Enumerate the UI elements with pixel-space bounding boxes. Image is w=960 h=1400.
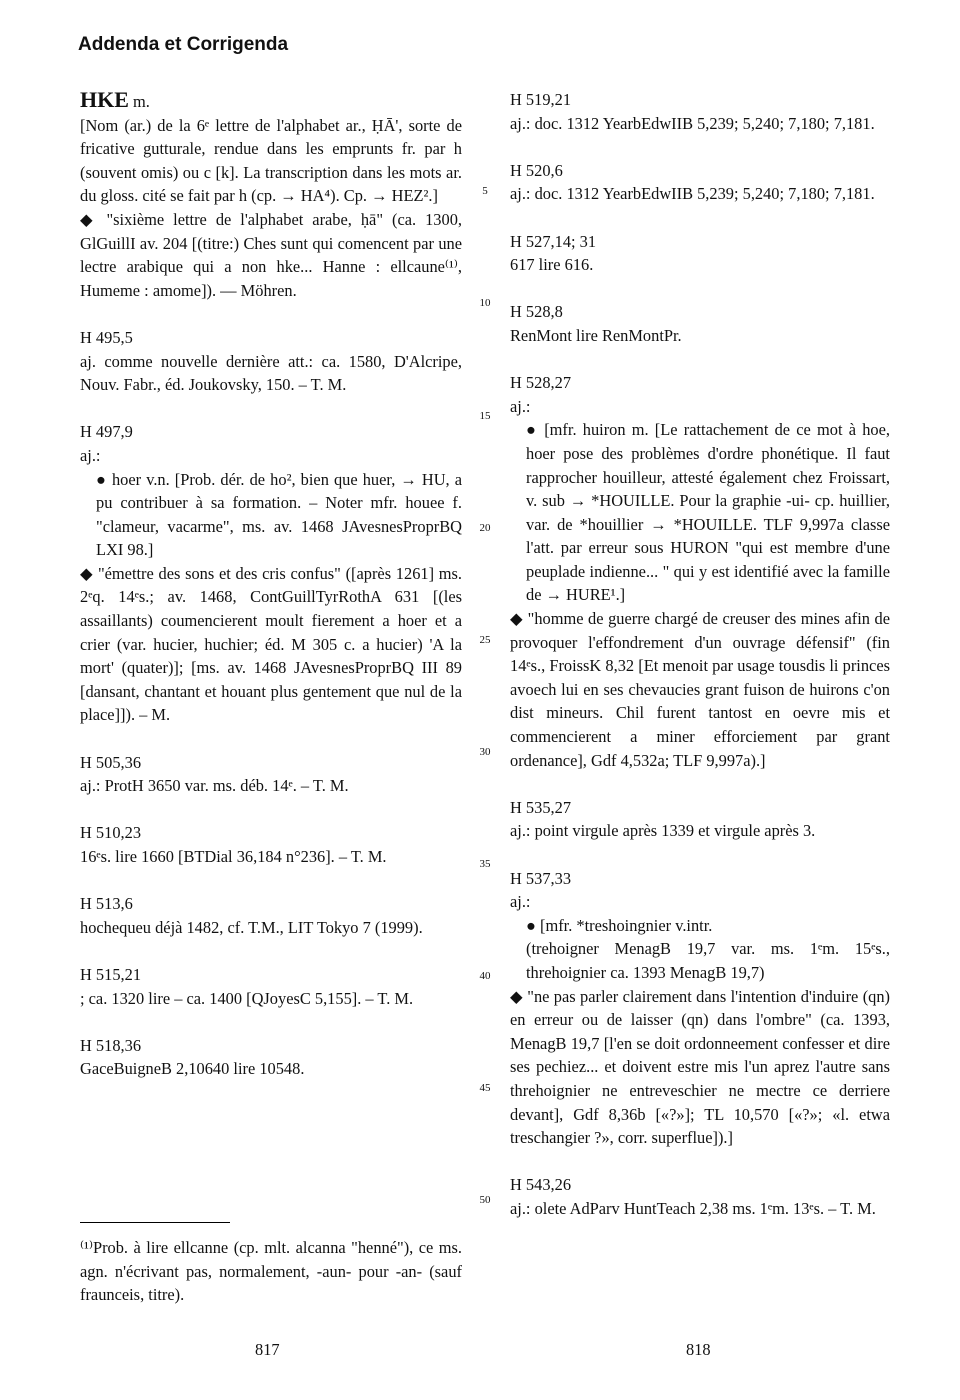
- text-h543: aj.: olete AdParv HuntTeach 2,38 ms. 1ᵉm. 13ᵉs. – T. M.: [510, 1198, 876, 1218]
- ref-h513: H 513,6: [80, 894, 133, 914]
- footnote: ⁽¹⁾Prob. à lire ellcanne (cp. mlt. alcanna "henné"), ce ms. agn. n'écrivant pas, normalement, -aun- pour -an- (sauf fraunceis, titre).: [80, 1238, 462, 1305]
- ref-h535: H 535,27: [510, 797, 572, 817]
- text-h515: ; ca. 1320 lire – ca. 1400 [QJoyesC 5,155]. – T. M.: [80, 988, 414, 1008]
- ref-h518: H 518,36: [80, 1035, 142, 1055]
- text-h528a: RenMont lire RenMontPr.: [510, 325, 682, 345]
- entry-hoer-head: ● hoer v.n. [Prob. dér. de ho², bien que huer, → HU, a pu contribuer à sa formation. – Noter mfr. houee f. "clameur, vacarme", ms. av. 1468 JAvesnesProprBQ LXI 98.]: [96, 469, 462, 560]
- line-number: 40: [479, 970, 491, 982]
- text-h535: aj.: point virgule après 1339 et virgule après 3.: [510, 821, 816, 841]
- ref-h528b: H 528,27: [510, 373, 572, 393]
- ref-h528a: H 528,8: [510, 302, 563, 322]
- ref-h519: H 519,21: [510, 90, 572, 109]
- text-h513: hochequeu déjà 1482, cf. T.M., LIT Tokyo 7 (1999).: [80, 917, 423, 937]
- footnote-rule: [80, 1222, 230, 1223]
- aj-h497: aj.:: [80, 445, 101, 465]
- line-number: 45: [479, 1082, 491, 1094]
- page-number-right: 818: [686, 1340, 711, 1359]
- ref-h520: H 520,6: [510, 160, 563, 180]
- gender-label: m.: [128, 92, 150, 111]
- ref-h537: H 537,33: [510, 868, 572, 888]
- headword-hke: HKE: [80, 87, 129, 112]
- ref-h505: H 505,36: [80, 752, 142, 772]
- right-column: [510, 88, 890, 1221]
- text-h510: 16ᵉs. lire 1660 [BTDial 36,184 n°236]. – T. M.: [80, 847, 387, 866]
- ref-h527: H 527,14; 31: [510, 231, 597, 251]
- line-number: 30: [479, 746, 491, 758]
- entry-huiron-def: ◆ "homme de guerre chargé de creuser des mines afin de provoquer l'effondrement d'un ouvrage défensif" (fin 14ᵉs., FroissK 8,32 [Et menoit par usage tousdis li princes avoech lui en ses chevaucies grant fuison de huirons c'on dist mineurs. Chil furent tantost en oevre mis et commencierent a miner efforciement par grant ordenance], Gdf 4,532a; TLF 9,997a).]: [510, 609, 890, 770]
- ref-h497: H 497,9: [80, 422, 133, 442]
- ref-h495: H 495,5: [80, 327, 133, 347]
- text-h518: GaceBuigneB 2,10640 lire 10548.: [80, 1059, 305, 1079]
- definition-hke: ◆ "sixième lettre de l'alphabet arabe, ḥā" (ca. 1300, GlGuillI av. 204 [(titre:) Ches sunt qui comencent par une lectre arabique qui a non hke... Hanne : ellcaune⁽¹⁾, Humeme : amome]). — Möhren.: [80, 209, 462, 300]
- line-number: 15: [479, 410, 491, 422]
- running-header: Addenda et Corrigenda: [78, 34, 289, 55]
- entry-treshoingnier-var: (trehoigner MenagB 19,7 var. ms. 1ᵉm. 15ᵉs., threhoignier ca. 1393 MenagB 19,7): [526, 939, 890, 982]
- line-number: 20: [479, 522, 491, 534]
- etymology-hke: [Nom (ar.) de la 6ᵉ lettre de l'alphabet ar., ḤĀ', sorte de fricative gutturale, rendue dans les emprunts fr. par h (souvent omis) ou c [k]. La transcription dans les mots ar. du gloss. cité se fait par h (cp. → HA⁴). Cp. → HEZ².]: [80, 115, 462, 206]
- line-number: 5: [482, 185, 488, 197]
- entry-hoer-def: ◆ "émettre des sons et des cris confus" ([après 1261] ms. 2ᵉq. 14ᵉs.; av. 1468, ContGuillTyrRothA 631 [(les assaillants) coumencierent moult fierement a hoer et a crier (var. hucier, huchier; éd. M 305 c. a hucier) 'A la mort' (quater)]; [ms. av. 1468 JAvesnesProprBQ III 89 [dansant, chantant et houant plus gentement que nul de la place]]). – M.: [80, 563, 462, 725]
- ref-h515: H 515,21: [80, 964, 142, 984]
- line-number: 10: [479, 297, 491, 309]
- line-number: 25: [479, 634, 491, 646]
- aj-h537: aj.:: [510, 892, 531, 912]
- ref-h543: H 543,26: [510, 1175, 572, 1195]
- aj-h528b: aj.:: [510, 396, 531, 416]
- entry-treshoingnier-head: ● [mfr. *treshoingnier v.intr.: [526, 915, 713, 935]
- line-number: 35: [479, 858, 491, 870]
- entry-treshoingnier-def: ◆ "ne pas parler clairement dans l'intention d'induire (qn) en erreur ou de laisser (qn) dans l'ombre" (ca. 1393, MenagB 19,7 [l'en se doit ordonneement confesser et dire ses pechiez... et doivent estre mis l'un aprez l'autre sans threhoignier ne entreveschier ne mectre ce derriere devant], Gdf 8,36b [«?»]; TL 10,570 [«?»; «l. etwa treschangier ?», corr. superflue]).]: [510, 986, 890, 1148]
- ref-h510: H 510,23: [80, 823, 142, 843]
- text-h527: 617 lire 616.: [510, 255, 594, 275]
- left-column: [80, 88, 462, 1081]
- line-number: 50: [479, 1194, 491, 1206]
- page-number-left: 817: [255, 1340, 280, 1359]
- entry-huiron-head: ● [mfr. huiron m. [Le rattachement de ce mot à hoe, hoer pose des problèmes d'ordre phonétique. Il faut rapprocher houilleur, attesté également chez Froissart, v. sub → *HOUILLE. Pour la graphie -ui- cp. huillier, var. de *houillier → *HOUILLE. TLF 9,997a classe l'att. par erreur sous HURON "qui est membre d'une peuplade indienne... " qui y est identifié avec la famille de → HURE¹.]: [526, 420, 890, 605]
- text-h495: aj. comme nouvelle dernière att.: ca. 1580, D'Alcripe, Nouv. Fabr., éd. Joukovsky, 150. – T. M.: [80, 351, 462, 395]
- text-h519: aj.: doc. 1312 YearbEdwIIB 5,239; 5,240; 7,180; 7,181.: [510, 113, 875, 133]
- text-h505: aj.: ProtH 3650 var. ms. déb. 14ᵉ. – T. M.: [80, 776, 349, 796]
- text-h520: aj.: doc. 1312 YearbEdwIIB 5,239; 5,240; 7,180; 7,181.: [510, 184, 875, 204]
- entry-hke: [80, 88, 462, 302]
